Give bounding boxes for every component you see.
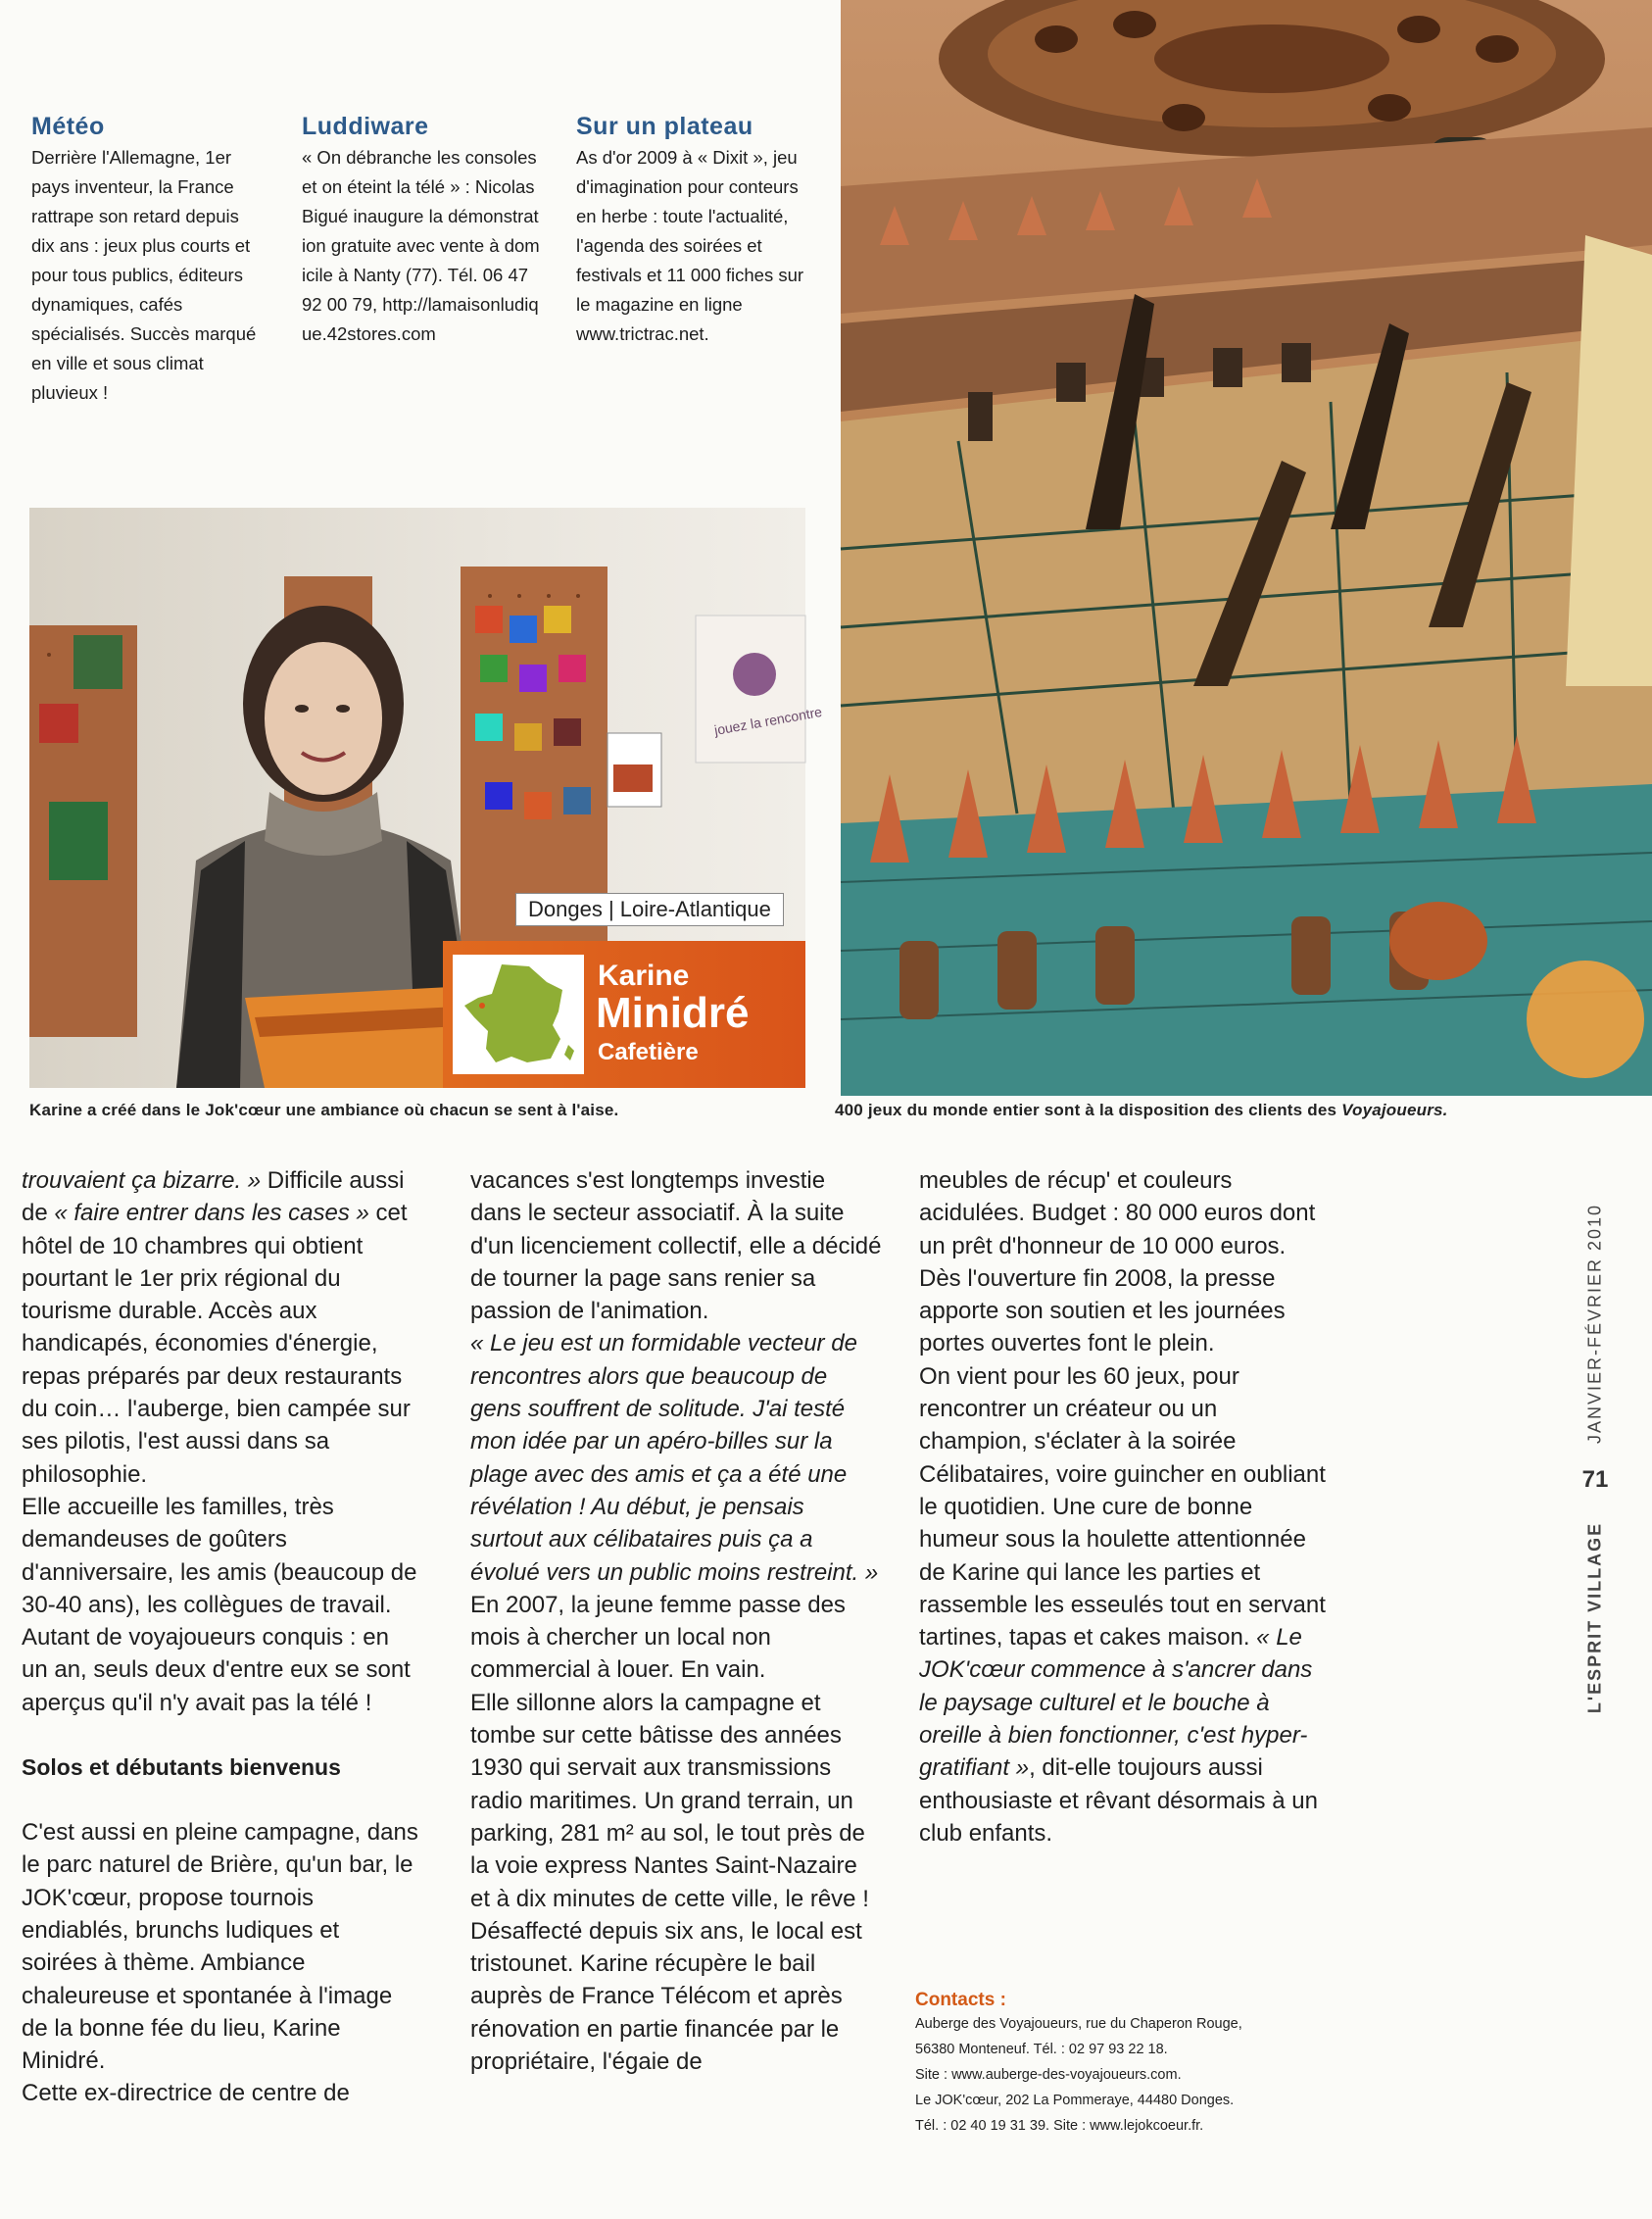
contacts-line: Le JOK'cœur, 202 La Pommeraye, 44480 Donges. bbox=[915, 2093, 1235, 2108]
photo-karine-caption: Karine a créé dans le Jok'cœur une ambiance où chacun se sent à l'aise. bbox=[29, 1101, 619, 1119]
quote: « faire entrer dans les cases » bbox=[54, 1200, 369, 1227]
text: cet hôtel de 10 chambres qui obtient pourtant le 1er prix régional du tourisme durable. Accès aux handicapés, économies d'énergie, repas préparés par deux restaurants du coin… l'auberge, bien campée sur ses pilotis, l'est aussi dans sa philosophie. bbox=[22, 1200, 411, 1488]
person-last-name: Minidré bbox=[596, 989, 750, 1037]
section-heading: Solos et débutants bienvenus bbox=[22, 1754, 341, 1781]
person-role: Cafetière bbox=[598, 1039, 699, 1065]
location-label: Donges | Loire-Atlantique bbox=[515, 893, 784, 926]
contacts-title: Contacts : bbox=[915, 1990, 1006, 2010]
folio bbox=[1576, 1176, 1615, 1714]
quote: trouvaient ça bizarre. » bbox=[22, 1167, 262, 1194]
france-map bbox=[453, 955, 584, 1074]
info-box-title: Météo bbox=[31, 113, 105, 140]
paragraph bbox=[919, 1360, 1331, 1849]
info-box-title: Sur un plateau bbox=[576, 113, 753, 140]
contacts-line: Tél. : 02 40 19 31 39. Site : www.lejokcoeur.fr. bbox=[915, 2118, 1204, 2134]
photo-games-image bbox=[841, 0, 1652, 1096]
text: Difficile aussi de bbox=[22, 1167, 405, 1227]
article-column-3 bbox=[919, 1164, 1331, 1849]
paragraph bbox=[22, 1164, 418, 1491]
paragraph: Elle sillonne alors la campagne et tombe sur cette bâtisse des années 1930 qui servait aux transmissions radio maritimes. Un grand terrain, un parking, 281 m² au sol, le tout près de la voie express Nantes Saint-Nazaire et à dix minutes de cette ville, le rêve ! bbox=[470, 1689, 869, 1912]
photo-games bbox=[841, 0, 1652, 1096]
poster-text: jouez la rencontre bbox=[712, 703, 824, 738]
contacts-line: Auberge des Voyajoueurs, rue du Chaperon Rouge, bbox=[915, 2016, 1242, 2032]
info-box-meteo bbox=[31, 113, 296, 408]
person-first-name: Karine bbox=[598, 960, 690, 992]
folio-page-number: 71 bbox=[1581, 1466, 1609, 1493]
paragraph: Elle accueille les familles, très demandeuses de goûters d'anniversaire, les amis (beaucoup de 30-40 ans), les collègues de travail. Autant de voyajoueurs conquis : en un an, seuls deux d'entre eux se sont aperçus qu'il n'y avait pas la télé ! bbox=[22, 1493, 417, 1716]
contacts-line: 56380 Monteneuf. Tél. : 02 97 93 22 18. bbox=[915, 2042, 1168, 2057]
folio-issue: JANVIER-FÉVRIER 2010 bbox=[1584, 1203, 1605, 1445]
caption-italic: Voyajoueurs. bbox=[1341, 1101, 1448, 1119]
folio-magazine: L'ESPRIT VILLAGE bbox=[1584, 1521, 1605, 1714]
article-column-2 bbox=[470, 1164, 882, 2078]
text: , dit-elle toujours aussi enthousiaste et rêvant désormais à un club enfants. bbox=[919, 1754, 1318, 1847]
text: On vient pour les 60 jeux, pour rencontrer un créateur ou un champion, s'éclater à la soirée Célibataires, voire guincher en oubliant le quotidien. Une cure de bonne humeur sous la houlette attentionnée de Karine qui lance les parties et rassemble les esseulés tout en servant tartines, tapas et cakes maison. bbox=[919, 1362, 1326, 1652]
info-box-text: « On débranche les consoles et on éteint la télé » : Nicolas Bigué inaugure la démonstration gratuite avec vente à domicile à Nanty (77). Tél. 06 47 92 00 79, http://lamaisonludique.42stores.com bbox=[302, 147, 540, 344]
info-box-sur-un-plateau bbox=[576, 113, 841, 349]
paragraph: Cette ex-directrice de centre de bbox=[22, 2080, 350, 2107]
info-box-title: Luddiware bbox=[302, 113, 429, 140]
quote: « Le jeu est un formidable vecteur de rencontres alors que beaucoup de gens souffrent de solitude. J'ai testé mon idée par un apéro-billes sur la plage avec des amis et ça a été une révélation ! Au début, je pensais surtout aux célibataires puis ça a évolué vers un public moins restreint. » bbox=[470, 1330, 879, 1586]
photo-karine bbox=[29, 508, 824, 1088]
paragraph: meubles de récup' et couleurs acidulées. Budget : 80 000 euros dont un prêt d'honneur de 10 000 euros. Dès l'ouverture fin 2008, la presse apporte son soutien et les journées portes ouvertes font le plein. bbox=[919, 1167, 1316, 1357]
photo-games-caption bbox=[835, 1101, 1648, 1120]
info-box-text: As d'or 2009 à « Dixit », jeu d'imagination pour conteurs en herbe : toute l'actualité, l'agenda des soirées et festivals et 11 000 fiches sur le magazine en ligne www.trictrac.net. bbox=[576, 147, 804, 344]
info-box-text: Derrière l'Allemagne, 1er pays inventeur, la France rattrape son retard depuis dix ans : jeux plus courts et pour tous publics, éditeurs dynamiques, cafés spécialisés. Succès marqué en ville et sous climat pluvieux ! bbox=[31, 147, 257, 403]
paragraph: vacances s'est longtemps investie dans le secteur associatif. À la suite d'un licenciement collectif, elle a décidé de tourner la page sans renier sa passion de l'animation. bbox=[470, 1167, 882, 1325]
paragraph: C'est aussi en pleine campagne, dans le parc naturel de Brière, qu'un bar, le JOK'cœur, propose tournois endiablés, brunchs ludiques et soirées à thème. Ambiance chaleureuse et spontanée à l'image de la bonne fée du lieu, Karine Minidré. bbox=[22, 1819, 418, 2075]
contacts-line: Site : www.auberge-des-voyajoueurs.com. bbox=[915, 2067, 1182, 2083]
quote: « Le JOK'cœur commence à s'ancrer dans le paysage culturel et le bouche à oreille à bien fonctionner, c'est hyper-gratifiant » bbox=[919, 1624, 1313, 1782]
paragraph: Désaffecté depuis six ans, le local est tristounet. Karine récupère le bail auprès de France Télécom et après rénovation en partie financée par le propriétaire, l'égaie de bbox=[470, 1917, 862, 2076]
caption-main: 400 jeux du monde entier sont à la disposition des clients des bbox=[835, 1101, 1342, 1119]
paragraph: En 2007, la jeune femme passe des mois à chercher un local non commercial à louer. En vain. bbox=[470, 1591, 846, 1684]
person-badge bbox=[443, 941, 805, 1088]
article-column-1 bbox=[22, 1164, 418, 2110]
france-map-icon bbox=[453, 955, 584, 1074]
info-box-luddiware bbox=[302, 113, 566, 349]
contacts-block bbox=[915, 1990, 1327, 2139]
